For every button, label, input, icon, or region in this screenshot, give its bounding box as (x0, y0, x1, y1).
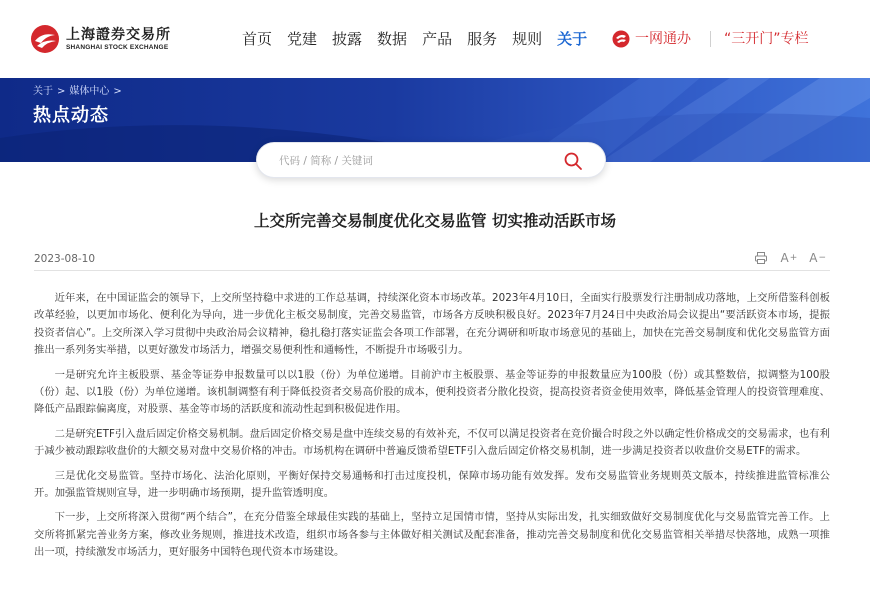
article-paragraph: 三是优化交易监管。坚持市场化、法治化原则，平衡好保持交易通畅和打击过度投机，保障市场功能有效发挥。发布交易监管业务规则英文版本，持续推进监管标准公开。加强监管规则宣导，进一步明确市场预期，提升监管透明度。 (34, 469, 830, 500)
nav-data[interactable]: 数据 (377, 30, 408, 48)
nav-home[interactable]: 首页 (242, 30, 273, 48)
main-nav (242, 28, 602, 50)
breadcrumb-about[interactable]: 关于 (33, 86, 53, 97)
print-icon[interactable] (754, 251, 768, 265)
site-header (0, 0, 870, 78)
article-body (34, 290, 830, 569)
article-title: 上交所完善交易制度优化交易监管 切实推动活跃市场 (254, 212, 616, 230)
article-paragraph: 一是研究允许主板股票、基金等证券申报数量可以以1股（份）为单位递增。目前沪市主板股票、基金等证券的申报数量应为100股（份）或其整数倍，拟调整为100股（份）起、以1股（份）为单位递增。该机制调整有利于降低投资者交易高价股的成本，便利投资者分散化投资，提高投资者资金使用效率，降低基金管理人的投资管理难度、降低产品跟踪偏离度，对股票、基金等市场的活跃度和流动性起到积极促进作用。 (34, 368, 830, 416)
font-increase-label: A (780, 251, 789, 265)
font-decrease-label: A (809, 251, 818, 265)
search-box (256, 142, 606, 178)
search-input[interactable] (279, 152, 559, 170)
font-increase-button[interactable]: A + (780, 251, 798, 265)
breadcrumb (33, 86, 126, 98)
yiwang-logo-icon (612, 30, 630, 48)
breadcrumb-separator: > (113, 86, 122, 97)
yiwang-link[interactable] (612, 28, 691, 50)
yiwang-label: 一网通办 (635, 31, 691, 47)
logo-chinese-name: 上海證券交易所 (66, 26, 171, 43)
logo-text (66, 27, 171, 52)
article-meta (34, 251, 830, 271)
breadcrumb-media-center[interactable]: 媒体中心 (69, 86, 110, 97)
article-date: 2023-08-10 (34, 253, 96, 265)
nav-rules[interactable]: 规则 (512, 30, 543, 48)
nav-services[interactable]: 服务 (467, 30, 498, 48)
search-icon[interactable] (563, 151, 583, 171)
header-divider (710, 31, 711, 47)
sse-logo-icon (30, 24, 60, 54)
page-title: 热点动态 (33, 105, 109, 126)
nav-about[interactable]: 关于 (557, 30, 588, 48)
article-paragraph: 下一步，上交所将深入贯彻“两个结合”，在充分借鉴全球最佳实践的基础上，坚持立足国情市情，坚持从实际出发，扎实细致做好交易制度优化与交易监管完善工作。上交所将抓紧完善业务方案，修改业务规则，推进技术改造，组织市场各参与主体做好相关测试及配套准备，推动完善交易制度和优化交易监管相关举措尽快落地，成熟一项推出一项，持续激发市场活力，更好服务中国特色现代资本市场建设。 (34, 511, 830, 559)
nav-products[interactable]: 产品 (422, 30, 453, 48)
article-paragraph: 二是研究ETF引入盘后固定价格交易机制。盘后固定价格交易是盘中连续交易的有效补充，不仅可以满足投资者在竞价撮合时段之外以确定性价格成交的交易需求，也有利于减少被动跟踪收盘价的大额交易对盘中交易价格的冲击。市场机构在调研中普遍反馈希望ETF引入盘后固定价格交易机制，进一步满足投资者以收盘价交易ETF的需求。 (34, 427, 830, 458)
nav-party-building[interactable]: 党建 (287, 30, 318, 48)
sankaimen-link[interactable]: “三开门”专栏 (724, 31, 809, 47)
sse-logo[interactable] (30, 22, 190, 56)
nav-disclosure[interactable]: 披露 (332, 30, 363, 48)
article-paragraph: 近年来，在中国证监会的领导下，上交所坚持稳中求进的工作总基调，持续深化资本市场改革。2023年4月10日，全面实行股票发行注册制成功落地，上交所借鉴科创板改革经验，以更加市场化、便利化为导向，进一步优化主板交易制度，完善交易监管，市场各方反映积极良好。2023年7月24日中央政治局会议提出“要活跃资本市场，提振投资者信心”。上交所深入学习贯彻中央政治局会议精神，稳扎稳打落实证监会各项工作部署，在充分调研和听取市场意见的基础上，加快在完善交易制度和优化交易监管方面推出一系列务实举措，以更好激发市场活力，增强交易便利性和通畅性，不断提升市场吸引力。 (34, 292, 830, 357)
font-decrease-button[interactable]: A − (809, 251, 826, 265)
article-tools (742, 251, 826, 265)
breadcrumb-separator: > (57, 86, 66, 97)
logo-english-name: SHANGHAI STOCK EXCHANGE (66, 43, 169, 51)
